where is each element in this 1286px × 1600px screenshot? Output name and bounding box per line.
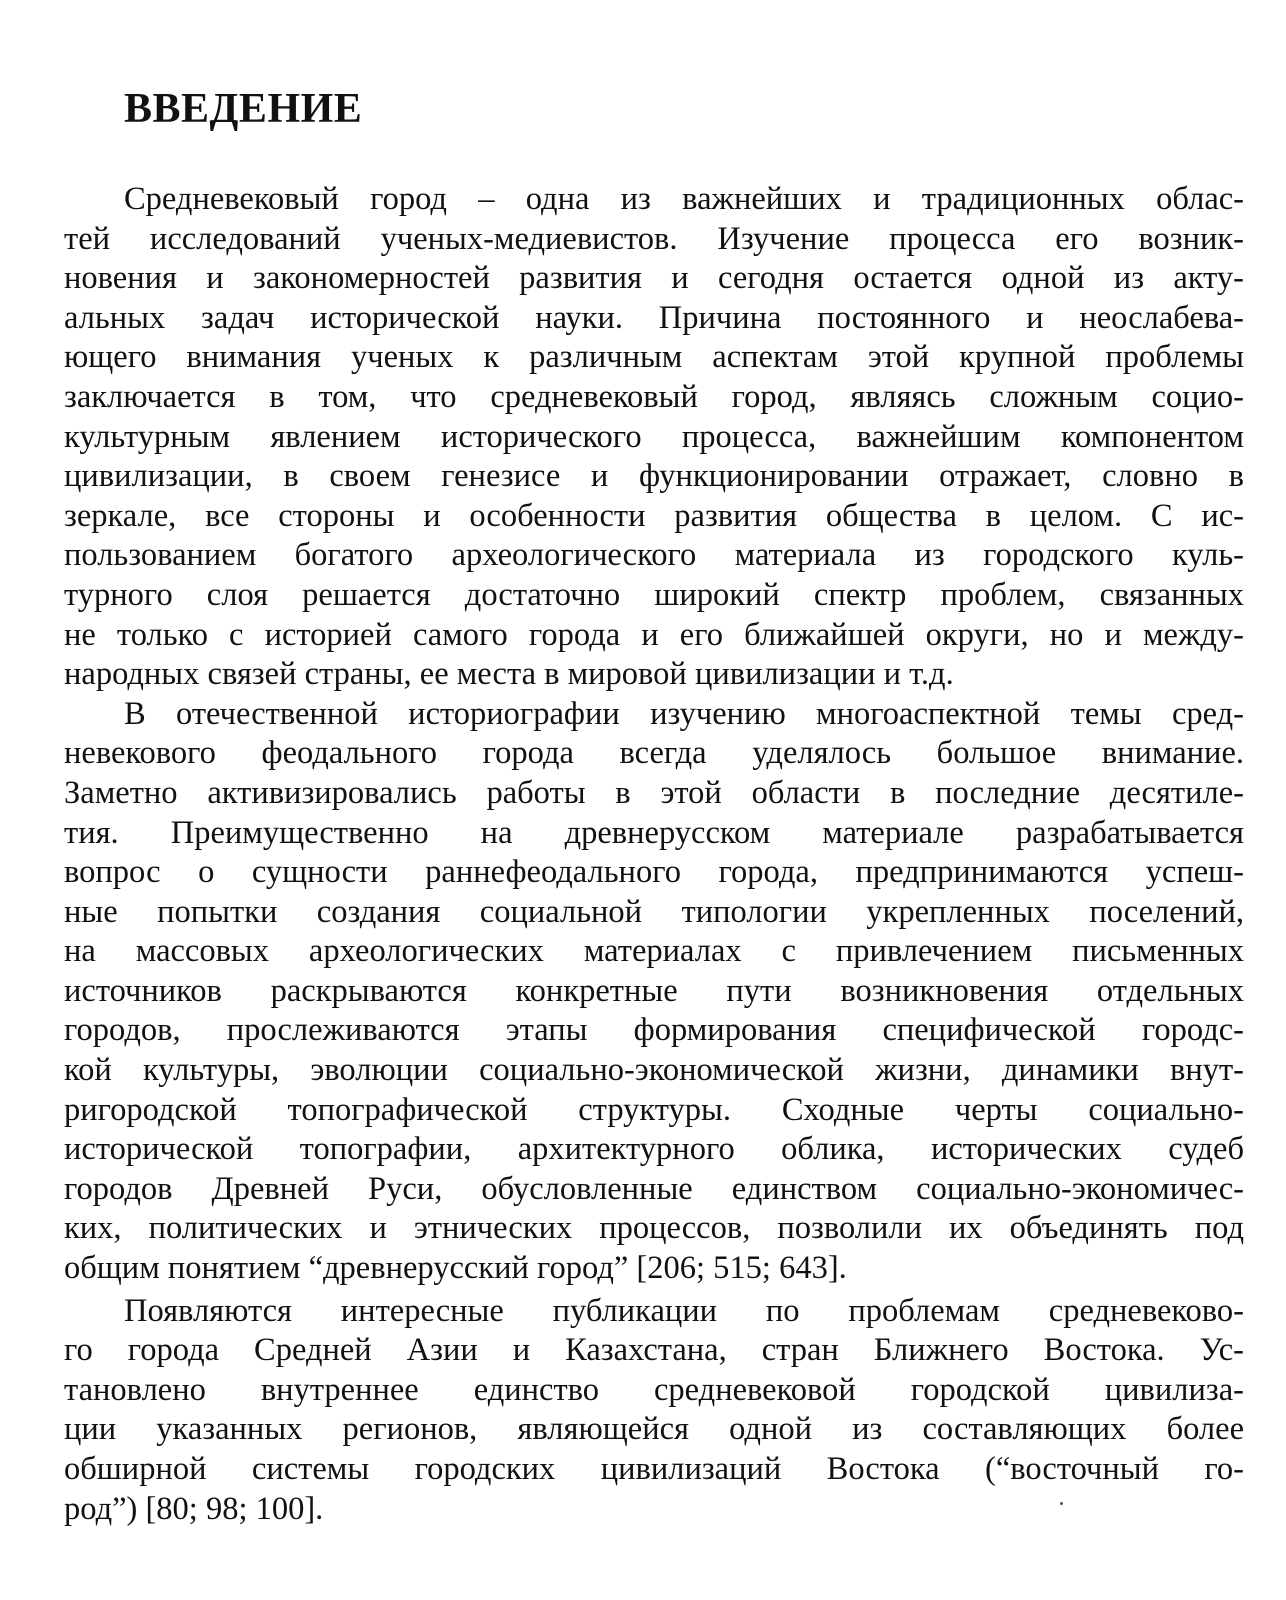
scan-speck [1060,1502,1063,1505]
text-line: ющего внимания ученых к различным аспектам этой крупной проблемы [64,339,1244,376]
text-line: ригородской топографической структуры. Сходные черты социально- [64,1091,1244,1128]
text-line: кой культуры, эволюции социально-экономической жизни, динамики внут- [64,1052,1244,1089]
text-line: новения и закономерностей развития и сегодня остается одной из акту- [64,260,1244,297]
text-line: общим понятием “древнерусский город” [206; 515; 643]. [64,1250,847,1287]
text-line: го города Средней Азии и Казахстана, стран Ближнего Востока. Ус- [64,1332,1244,1369]
text-line: ные попытки создания социальной типологии укрепленных поселений, [64,893,1244,930]
text-line: тия. Преимущественно на древнерусском материале разрабатывается [64,814,1244,851]
text-line: пользованием богатого археологического материала из городского куль- [64,537,1244,574]
paragraph-2 [64,695,1244,1289]
text-line: ции указанных регионов, являющейся одной из составляющих более [64,1411,1244,1448]
text-line: турного слоя решается достаточно широкий спектр проблем, связанных [64,576,1244,613]
text-line: источников раскрываются конкретные пути возникновения отдельных [64,972,1244,1009]
chapter-heading: ВВЕДЕНИЕ [124,86,363,132]
text-line: вопрос о сущности раннефеодального города, предпринимаются успеш- [64,854,1244,891]
text-line: род”) [80; 98; 100]. [64,1490,324,1527]
text-line: тановлено внутреннее единство средневековой городской цивилиза- [64,1371,1244,1408]
text-line: Появляются интересные публикации по проблемам средневеково- [124,1292,1244,1329]
text-line: городов Древней Руси, обусловленные единством социально-экономичес- [64,1170,1244,1207]
text-line: обширной системы городских цивилизаций Востока (“восточный го- [64,1451,1244,1487]
text-line: ких, политических и этнических процессов, позволили их объединять под [64,1210,1244,1247]
text-line: Заметно активизировались работы в этой области в последние десятиле- [64,774,1244,811]
paragraph-3 [64,1292,1244,1530]
text-line: не только с историей самого города и его ближайшей округи, но и между- [64,616,1244,653]
text-line: народных связей страны, ее места в мировой цивилизации и т.д. [64,656,954,693]
text-line: на массовых археологических материалах с привлечением письменных [64,933,1244,970]
body-text [64,180,1244,1529]
text-line: зеркале, все стороны и особенности развития общества в целом. С ис- [64,497,1244,534]
text-line: невекового феодального города всегда уделялось большое внимание. [64,735,1244,772]
text-line: Средневековый город – одна из важнейших и традиционных облас- [124,181,1244,217]
text-line: городов, прослеживаются этапы формирования специфической городс- [64,1012,1244,1049]
text-line: альных задач исторической науки. Причина постоянного и неослабева- [64,299,1244,336]
text-line: цивилизации, в своем генезисе и функционировании отражает, словно в [64,458,1244,495]
text-line: тей исследований ученых-медиевистов. Изучение процесса его возник- [64,220,1244,257]
text-line: В отечественной историографии изучению многоаспектной темы сред- [124,695,1244,732]
text-line: заключается в том, что средневековый город, являясь сложным социо- [64,378,1244,415]
paragraph-1 [64,180,1244,695]
text-line: культурным явлением исторического процесса, важнейшим компонентом [64,418,1244,455]
text-line: исторической топографии, архитектурного облика, исторических судеб [64,1131,1244,1168]
